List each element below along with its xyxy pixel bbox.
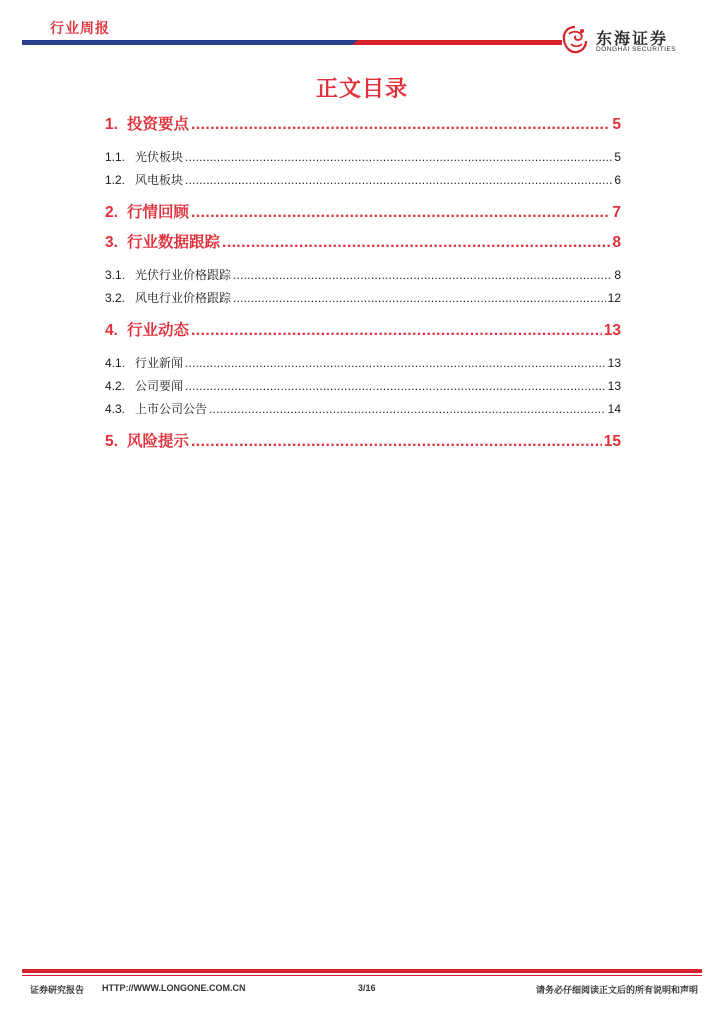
footer-bar <box>22 969 702 973</box>
toc-entry-label: 投资要点 <box>127 116 190 133</box>
footer-line <box>22 975 702 976</box>
toc-entry-2[interactable] <box>105 198 621 228</box>
toc-entry-label: 公司要闻 <box>135 379 184 393</box>
footer-website-link[interactable]: HTTP://WWW.LONGONE.COM.CN <box>102 983 246 993</box>
toc-leader-dots <box>185 146 612 169</box>
toc-entry-label: 行业新闻 <box>135 356 184 370</box>
toc-leader-dots <box>233 264 612 287</box>
footer-page-number: 3/16 <box>358 983 376 993</box>
toc-entry-3-2[interactable] <box>105 287 621 310</box>
toc-title: 正文目录 <box>315 76 408 101</box>
toc-entry-number: 4. <box>105 322 118 339</box>
toc-entry-page: 7 <box>612 204 621 221</box>
toc-leader-dots <box>222 228 610 258</box>
logo-name-en: DONGHAI SECURITIES <box>596 46 677 53</box>
toc-entry-1-1[interactable] <box>105 146 621 169</box>
footer-report-type: 证券研究报告 <box>30 985 85 995</box>
toc-entry-3-1[interactable] <box>105 264 621 287</box>
toc-entry-4-2[interactable] <box>105 375 621 398</box>
toc-leader-dots <box>191 316 602 346</box>
toc-entry-page: 14 <box>607 402 621 416</box>
toc-entry-5[interactable] <box>105 427 621 457</box>
toc-leader-dots <box>185 169 612 192</box>
footer-disclaimer: 请务必仔细阅读正文后的所有说明和声明 <box>535 985 698 995</box>
toc-entry-number: 1.2. <box>105 173 126 187</box>
toc-entry-number: 5. <box>105 433 118 450</box>
logo <box>560 22 710 58</box>
toc-entry-4-1[interactable] <box>105 352 621 375</box>
toc-entry-number: 4.1. <box>105 356 126 370</box>
toc-entry-page: 13 <box>607 379 621 393</box>
toc-entry-page: 13 <box>603 322 621 339</box>
toc-leader-dots <box>209 398 606 421</box>
toc-entry-number: 4.3. <box>105 402 126 416</box>
toc-entry-number: 3. <box>105 234 118 251</box>
table-of-contents <box>105 110 621 457</box>
toc-entry-number: 4.2. <box>105 379 126 393</box>
toc-entry-1-2[interactable] <box>105 169 621 192</box>
toc-entry-label: 风险提示 <box>127 433 190 450</box>
toc-entry-page: 13 <box>607 356 621 370</box>
toc-entry-number: 3.1. <box>105 268 126 282</box>
toc-entry-4[interactable] <box>105 316 621 346</box>
header-bar-blue <box>22 40 358 45</box>
toc-entry-page: 5 <box>612 116 621 133</box>
toc-entry-page: 6 <box>614 173 621 187</box>
dragon-logo-icon <box>560 24 590 56</box>
toc-entry-1[interactable] <box>105 110 621 140</box>
toc-entry-page: 8 <box>612 234 621 251</box>
toc-entry-page: 5 <box>614 150 621 164</box>
toc-leader-dots <box>191 198 610 228</box>
toc-leader-dots <box>233 287 606 310</box>
toc-entry-label: 行业动态 <box>127 322 190 339</box>
logo-name-cn: 东海证券 <box>596 31 669 48</box>
toc-entry-label: 风电行业价格跟踪 <box>135 291 232 305</box>
toc-entry-label: 上市公司公告 <box>135 402 208 416</box>
toc-entry-number: 2. <box>105 204 118 221</box>
toc-entry-page: 15 <box>603 433 621 450</box>
toc-leader-dots <box>191 110 610 140</box>
toc-entry-label: 光伏行业价格跟踪 <box>135 268 232 282</box>
toc-entry-label: 光伏板块 <box>135 150 184 164</box>
toc-leader-dots <box>185 352 606 375</box>
toc-entry-label: 行情回顾 <box>127 204 190 221</box>
header-tag: 行业周报 <box>50 20 110 36</box>
toc-leader-dots <box>191 427 602 457</box>
toc-entry-label: 行业数据跟踪 <box>127 234 221 251</box>
header-bar-red <box>352 40 562 45</box>
toc-entry-number: 3.2. <box>105 291 126 305</box>
toc-entry-label: 风电板块 <box>135 173 184 187</box>
toc-entry-4-3[interactable] <box>105 398 621 421</box>
toc-entry-page: 8 <box>614 268 621 282</box>
toc-entry-page: 12 <box>607 291 621 305</box>
toc-entry-number: 1.1. <box>105 150 126 164</box>
toc-entry-number: 1. <box>105 116 118 133</box>
toc-entry-3[interactable] <box>105 228 621 258</box>
toc-leader-dots <box>185 375 606 398</box>
